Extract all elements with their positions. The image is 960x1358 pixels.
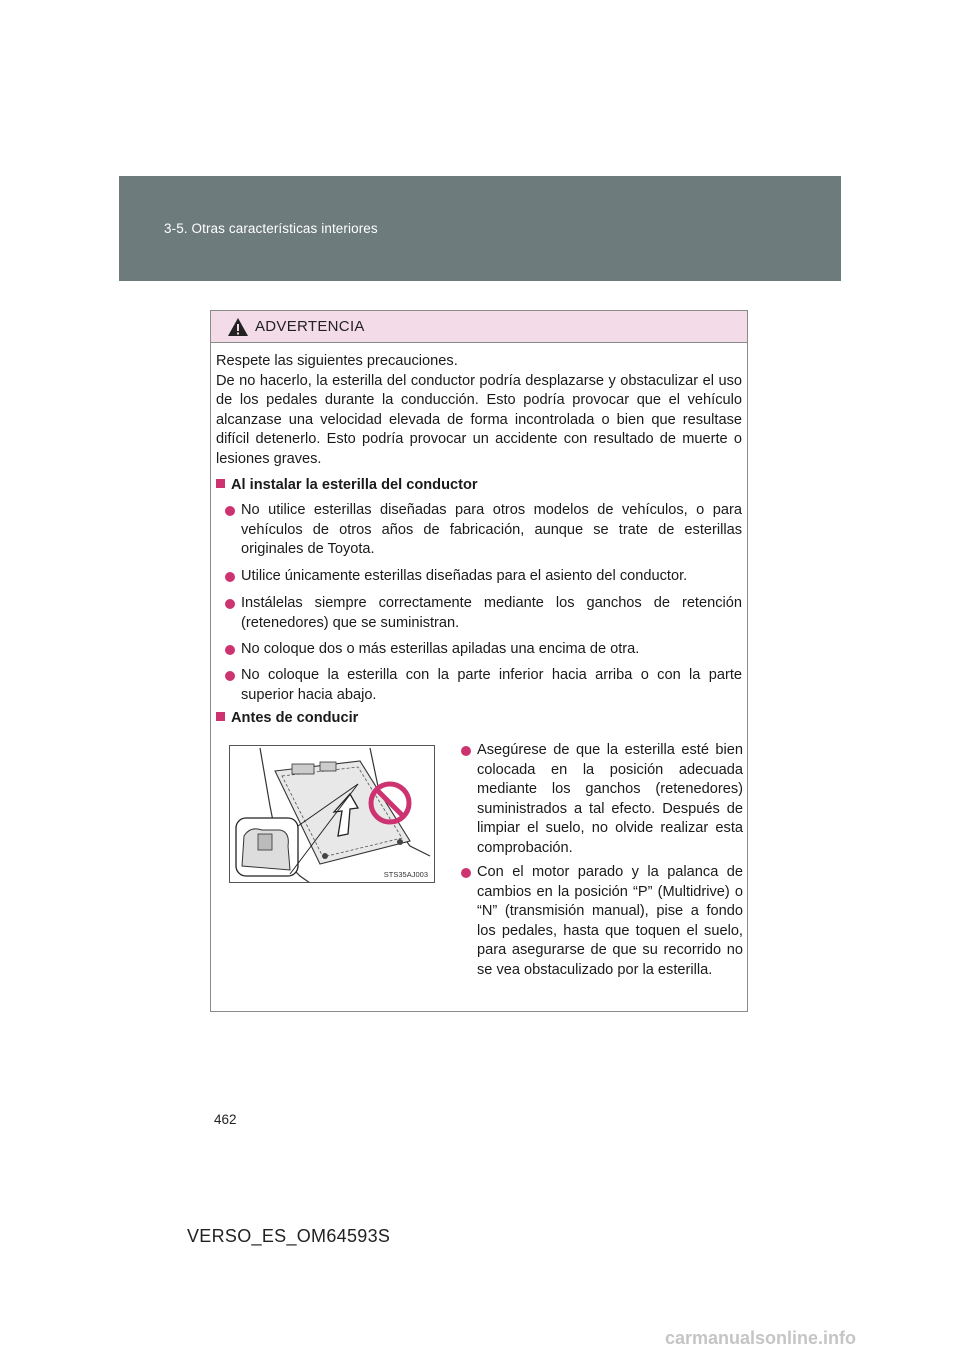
bullet-item: Utilice únicamente esterillas diseñadas para el asiento del conductor. bbox=[225, 567, 742, 587]
warning-triangle-icon bbox=[227, 317, 249, 337]
bullet-dot-icon bbox=[225, 645, 235, 655]
bullet-dot-icon bbox=[461, 868, 471, 878]
bullet-item: Con el motor parado y la palanca de cambios en la posición “P” (Multidrive) o “N” (transmisión manual), pise a fondo los pedales, hasta que toquen el suelo, para asegurarse de que su recorrido no se vea obstaculizado por la esterilla. bbox=[461, 863, 743, 981]
floor-mat-illustration bbox=[229, 745, 435, 883]
bullet-dot-icon bbox=[461, 746, 471, 756]
square-bullet-icon bbox=[216, 712, 225, 721]
warning-box bbox=[210, 310, 748, 1012]
intro-line-1: Respete las siguientes precauciones. bbox=[216, 353, 458, 369]
bullet-item: No utilice esterillas diseñadas para otros modelos de vehículos, o para vehículos de otros años de fabricación, aunque se trate de esterillas originales de Toyota. bbox=[225, 501, 742, 560]
floor-mat-drawing bbox=[230, 746, 435, 883]
bullet-dot-icon bbox=[225, 506, 235, 516]
warning-intro bbox=[216, 352, 742, 470]
warning-header bbox=[211, 311, 747, 343]
page-number: 462 bbox=[214, 1112, 237, 1127]
figure-code: STS35AJ003 bbox=[383, 870, 428, 879]
warning-title: ADVERTENCIA bbox=[255, 318, 365, 335]
bullet-item: No coloque la esterilla con la parte inferior hacia arriba o con la parte superior hacia abajo. bbox=[225, 666, 742, 705]
bullet-item: Asegúrese de que la esterilla esté bien colocada en la posición adecuada mediante los ganchos (retenedores) suministrados a tal efecto. Después de limpiar el suelo, no olvide realizar esta comprobación. bbox=[461, 741, 743, 859]
bullet-dot-icon bbox=[225, 599, 235, 609]
section-title: 3-5. Otras características interiores bbox=[164, 221, 378, 236]
section-heading-before-driving: Antes de conducir bbox=[216, 710, 358, 726]
bullet-dot-icon bbox=[225, 572, 235, 582]
bullet-item: No coloque dos o más esterillas apiladas una encima de otra. bbox=[225, 640, 742, 660]
document-code: VERSO_ES_OM64593S bbox=[187, 1226, 391, 1246]
intro-line-2: De no hacerlo, la esterilla del conductor podría desplazarse y obstaculizar el uso de los pedales durante la conducción. Esto podría provocar que el vehículo alcanzase una velocidad elevada de forma incontrolada o bien que resultase difícil detenerlo. Esto podría provocar un accidente con resultado de muerte o lesiones graves. bbox=[216, 372, 742, 467]
bullet-item: Instálelas siempre correctamente mediante los ganchos de retención (retenedores) que se suministran. bbox=[225, 594, 742, 633]
section-header bbox=[119, 176, 841, 281]
bullet-dot-icon bbox=[225, 671, 235, 681]
section-heading-install: Al instalar la esterilla del conductor bbox=[216, 477, 478, 493]
watermark: carmanualsonline.info bbox=[665, 1328, 857, 1348]
square-bullet-icon bbox=[216, 479, 225, 488]
